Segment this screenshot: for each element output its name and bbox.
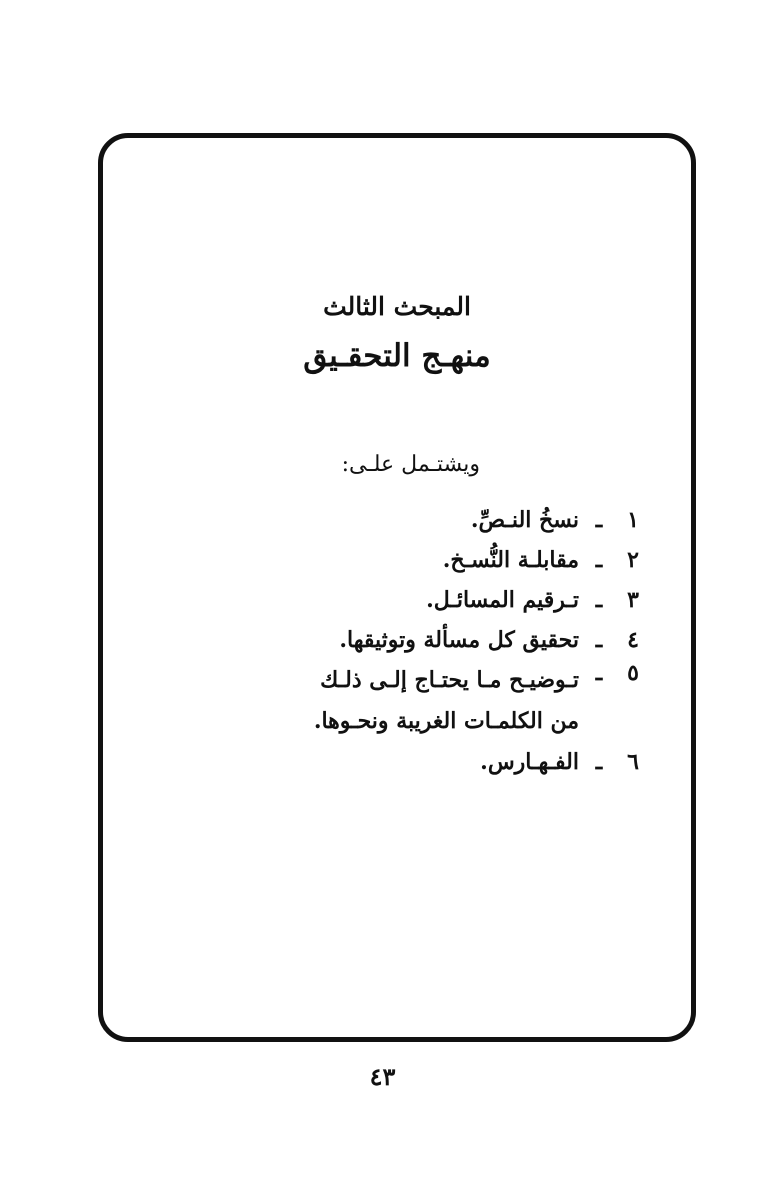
list-item	[307, 540, 647, 580]
item-text: تـرقيم المسائـل.	[426, 587, 579, 613]
item-number: ٤	[627, 627, 639, 653]
item-dash: ـ	[595, 547, 603, 573]
item-dash: ـ	[595, 749, 603, 775]
section-title: منهـج التحقـيق	[303, 338, 491, 374]
item-dash: ـ	[595, 587, 603, 613]
item-number: ٢	[627, 547, 639, 573]
item-dash: ـ	[595, 507, 603, 533]
item-text: مقابلـة النُّسـخ.	[442, 547, 579, 573]
item-number: ٦	[627, 749, 639, 775]
item-text: الفـهـارس.	[480, 749, 579, 775]
list-item	[307, 620, 647, 660]
item-number: ٣	[627, 587, 639, 613]
intro-text: ويشتـمل علـى:	[341, 452, 480, 477]
item-text: نسخُ النـصِّ.	[470, 507, 579, 533]
item-dash: ـ	[595, 627, 603, 653]
list-item	[307, 660, 647, 742]
item-number: ٥	[627, 660, 639, 686]
item-dash: ـ	[595, 660, 603, 686]
list-item	[307, 500, 647, 540]
list-item	[307, 742, 647, 782]
method-steps-list	[307, 500, 647, 782]
list-item	[307, 580, 647, 620]
item-text: تحقيق كل مسألة وتوثيقها.	[339, 627, 579, 653]
section-label: المبحث الثالث	[323, 292, 471, 321]
page-number: ٤٣	[369, 1062, 396, 1091]
item-text: تـوضيـح مـا يحتـاج إلـى ذلـك من الكلمـات الغريبة ونحـوها.	[313, 667, 579, 734]
item-number: ١	[627, 507, 639, 533]
